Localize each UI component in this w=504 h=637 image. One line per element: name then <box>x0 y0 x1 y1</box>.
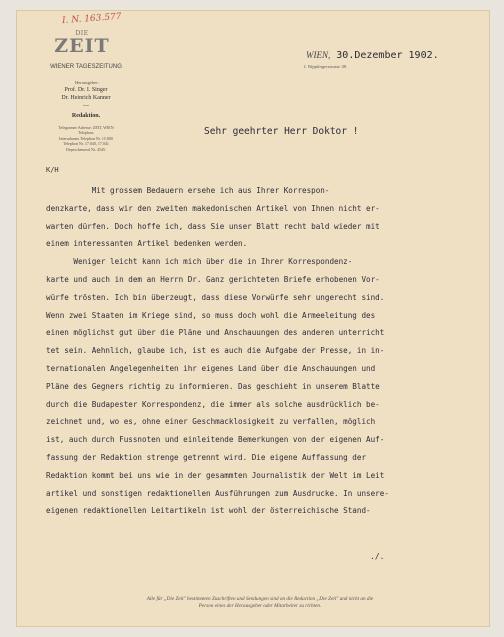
telegram-block <box>24 125 148 152</box>
telegram-address: Telegramm-Adresse: ZEIT, WIEN <box>58 125 114 130</box>
body-line: Wenn zwei Staaten im Kriege sind, so muss doch wohl die Armeeleitung des <box>46 310 376 320</box>
body-line: ternationalen Angelegenheiten ihr eigenes Land über die Anschauungen und <box>46 363 376 373</box>
body-line: Redaktion kommt bei uns wie in der gesammten Journalistik der Welt im Leit <box>46 470 385 480</box>
footer-line-1: Alle für „Die Zeit" bestimmten Zuschriften und Sendungen sind an die Redaction „Die Zeit" und nicht an die <box>146 596 374 602</box>
salutation: Sehr geehrter Herr Doktor ! <box>204 126 359 137</box>
body-line: Weniger leicht kann ich mich über die in Ihrer Korrespondenz- <box>46 257 353 267</box>
letterhead-footer <box>60 596 460 610</box>
body-line: artikel und sonstigen redaktionellen Ausführungen zum Ausdrucke. In unsere- <box>46 488 389 498</box>
archive-mark: I. N. 163.577 <box>61 11 122 27</box>
newspaper-subtitle: WIENER TAGESZEITUNG <box>50 64 122 70</box>
body-line: einen möglichst gut über die Pläne und Anschauungen des anderen unterricht <box>46 328 385 338</box>
body-line: tet sein. Aehnlich, glaube ich, ist es auch die Aufgabe der Presse, in in- <box>46 346 385 356</box>
logo-die: DIE <box>75 30 89 37</box>
depesche-line: Depeschenzeal Nr. 4545. <box>66 146 106 152</box>
body-line: fassung der Redaktion strenge getrennt wird. Die eigene Auffassung der <box>46 452 367 462</box>
continuation-mark: ./. <box>370 552 385 561</box>
body-line: warten dürfen. Doch hoffe ich, dass Sie unser Blatt recht bald wieder mit <box>46 221 380 231</box>
logo-zeit: ZEIT <box>54 35 110 57</box>
newspaper-logo <box>42 30 122 56</box>
body-line: eigenen redaktionellen Leitartikeln ist wohl der österreichische Stand- <box>46 506 371 516</box>
dateline <box>306 50 439 61</box>
redaktion-heading: Redaktion. <box>71 113 101 119</box>
publisher-1: Prof. Dr. I. Singer <box>64 87 108 93</box>
telephone-line-2: Telephon Nr. 17.040, 17.041 <box>63 141 109 147</box>
body-line: würfe trösten. Ich bin überzeugt, dass diese Vorwürfe sehr ungerecht sind. <box>46 292 385 302</box>
body-line: zeichnet und, wo es, ohne einer Geschmacklosigkeit zu verfallen, möglich <box>46 417 376 427</box>
letterhead-dash: — <box>83 103 89 109</box>
body-line: einem interessanten Artikel bedenken werden. <box>46 239 248 249</box>
body-line: denzkarte, dass wir den zweiten makedonischen Artikel von Ihnen nicht er- <box>46 203 380 213</box>
dateline-address: I. Wipplingerstrasse 38. <box>304 64 348 69</box>
publishers-label: Herausgeber: <box>75 80 99 85</box>
body-line: karte und auch in dem an Herrn Dr. Ganz gerichteten Briefe erhobenen Vor- <box>46 274 380 284</box>
footer-line-2: Person eines der Herausgeber oder Mitarbeiter zu richten. <box>198 603 322 609</box>
dateline-date: 30.Dezember 1902. <box>336 50 439 61</box>
telephone-line-1: Interurbanes Telephon Nr. 15.800 <box>59 135 113 141</box>
body-line: durch die Budapester Korrespondenz, die immer als solche ausdrücklich be- <box>46 399 380 409</box>
publisher-2: Dr. Heinrich Kanner <box>61 95 111 101</box>
body-line: Mit grossem Bedauern ersehe ich aus Ihrer Korrespon- <box>46 186 330 195</box>
letter-body <box>46 182 472 520</box>
telephone-label: Telephon: <box>78 130 94 136</box>
dateline-city: WIEN, <box>306 50 331 60</box>
reference-initials: K/H <box>46 166 59 174</box>
body-line: Pläne des Gegners richtig zu informieren. Das geschieht in unserem Blatte <box>46 381 380 391</box>
body-line: ist, auch durch Fussnoten und einleitende Bemerkungen von der eigenen Auf- <box>46 435 385 445</box>
